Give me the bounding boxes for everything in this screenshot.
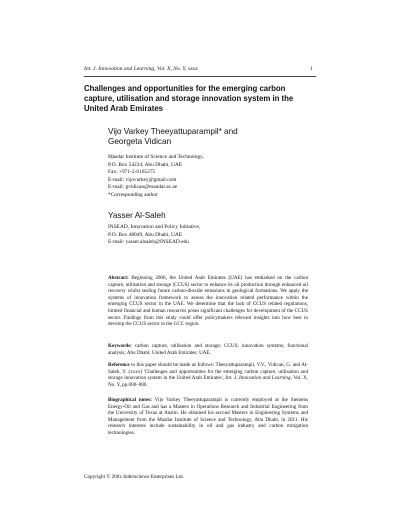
reference-label: Reference	[108, 362, 130, 368]
affiliation-2	[108, 224, 308, 247]
affiliation-line: Masdar Institute of Science and Technology,	[108, 154, 204, 160]
email-line: E-mail: gvidican@mandar.ac.ae	[108, 184, 178, 190]
abstract	[108, 275, 308, 328]
affiliation-line: Fax: +971-2-6165275	[108, 169, 156, 175]
reference-journal: Int. J. Innovation and Learning	[225, 375, 291, 382]
authors-line-2: Georgeta Vidican	[108, 137, 172, 147]
abstract-text: Beginning 2006, the United Arab Emirates (UAE) has embarked on the carbon capture, utilisation and storage (CCUS) sector to enhance its oil production through enhanced oil recovery whilst sealing future carbon-dioxide emissions in geological formations. We apply the systems of innovation framework to assess the innovation related performance within the emerging CCUS sector in the UAE. We determine that the lack of CCUS related regulations, limited financial and human resources poses significant challenges for development of the CCUS sector. Findings from this study could offer policymakers relevant insights into how best to develop the CCUS sector in the GCC region.	[108, 275, 308, 328]
paper-title: Challenges and opportunities for the emerging carbon capture, utilisation and storage innovation system in the United Arab Emirates	[84, 84, 294, 114]
reference	[108, 362, 308, 388]
author-3: Yasser Al-Saleh	[108, 211, 166, 220]
email-line: E-mail: yasser.alsaleh@INSEAD.edu	[108, 239, 189, 245]
email-line: E-mail: vijovarkey@gmail.com	[108, 176, 177, 183]
affiliation-line: P.O. Box 54224, Abu Dhabi, UAE	[108, 161, 183, 168]
reference-text-end: , Vol. X, No. Y, pp.000–000.	[108, 375, 309, 388]
abstract-label: Abstract:	[108, 275, 129, 281]
keywords-label: Keywords:	[108, 343, 132, 349]
affiliation-line: INSEAD, Innovation and Policy Initiative,	[108, 224, 201, 230]
journal-header: Int. J. Innovation and Learning, Vol. X, No. Y, xxxx	[84, 66, 198, 72]
header-rule	[84, 76, 316, 77]
reference-text: to this paper should be made as follows: Theeyattuparampil, V.V., Vidican, G. and Al-Saleh, Y. (xxxx) 'Challenges and opportunities for the emerging carbon capture, utilisation and storage innovation system in the United Arab Emirates',	[108, 362, 308, 382]
bio-text: Vijo Varkey Theeyattuparampil is currently employed at the Siemens Energy-Oil and Gas and has a Masters in Operations Research and Industrial Engineering from the University of Texas at Austin. He obtained his second Masters in Engineering Systems and Management from the Masdar Institute of Science and Technology, Abu Dhabi, in 2011. His research interests include sustainability in oil and gas industry and carbon mitigation technologies.	[108, 397, 308, 436]
affiliation-1	[108, 154, 308, 199]
keywords-text: carbon capture, utilisation and storage; CCUS; innovation systems; functional analysis; Abu Dhabi; United Arab Emirates; UAE.	[108, 343, 308, 356]
copyright-notice: Copyright © 200x Inderscience Enterprises Ltd.	[84, 474, 184, 480]
page-number: 1	[310, 66, 313, 72]
keywords	[108, 343, 308, 356]
authors-line-1: Vijo Varkey Theeyattuparampil* and	[108, 127, 238, 136]
affiliation-line: P.O. Box 48049, Abu Dhabi, UAE	[108, 231, 183, 238]
bio-label: Biographical notes:	[108, 397, 152, 403]
authors-block	[108, 127, 308, 148]
corresponding-note: *Corresponding author	[108, 191, 158, 198]
biographical-notes	[108, 397, 308, 437]
